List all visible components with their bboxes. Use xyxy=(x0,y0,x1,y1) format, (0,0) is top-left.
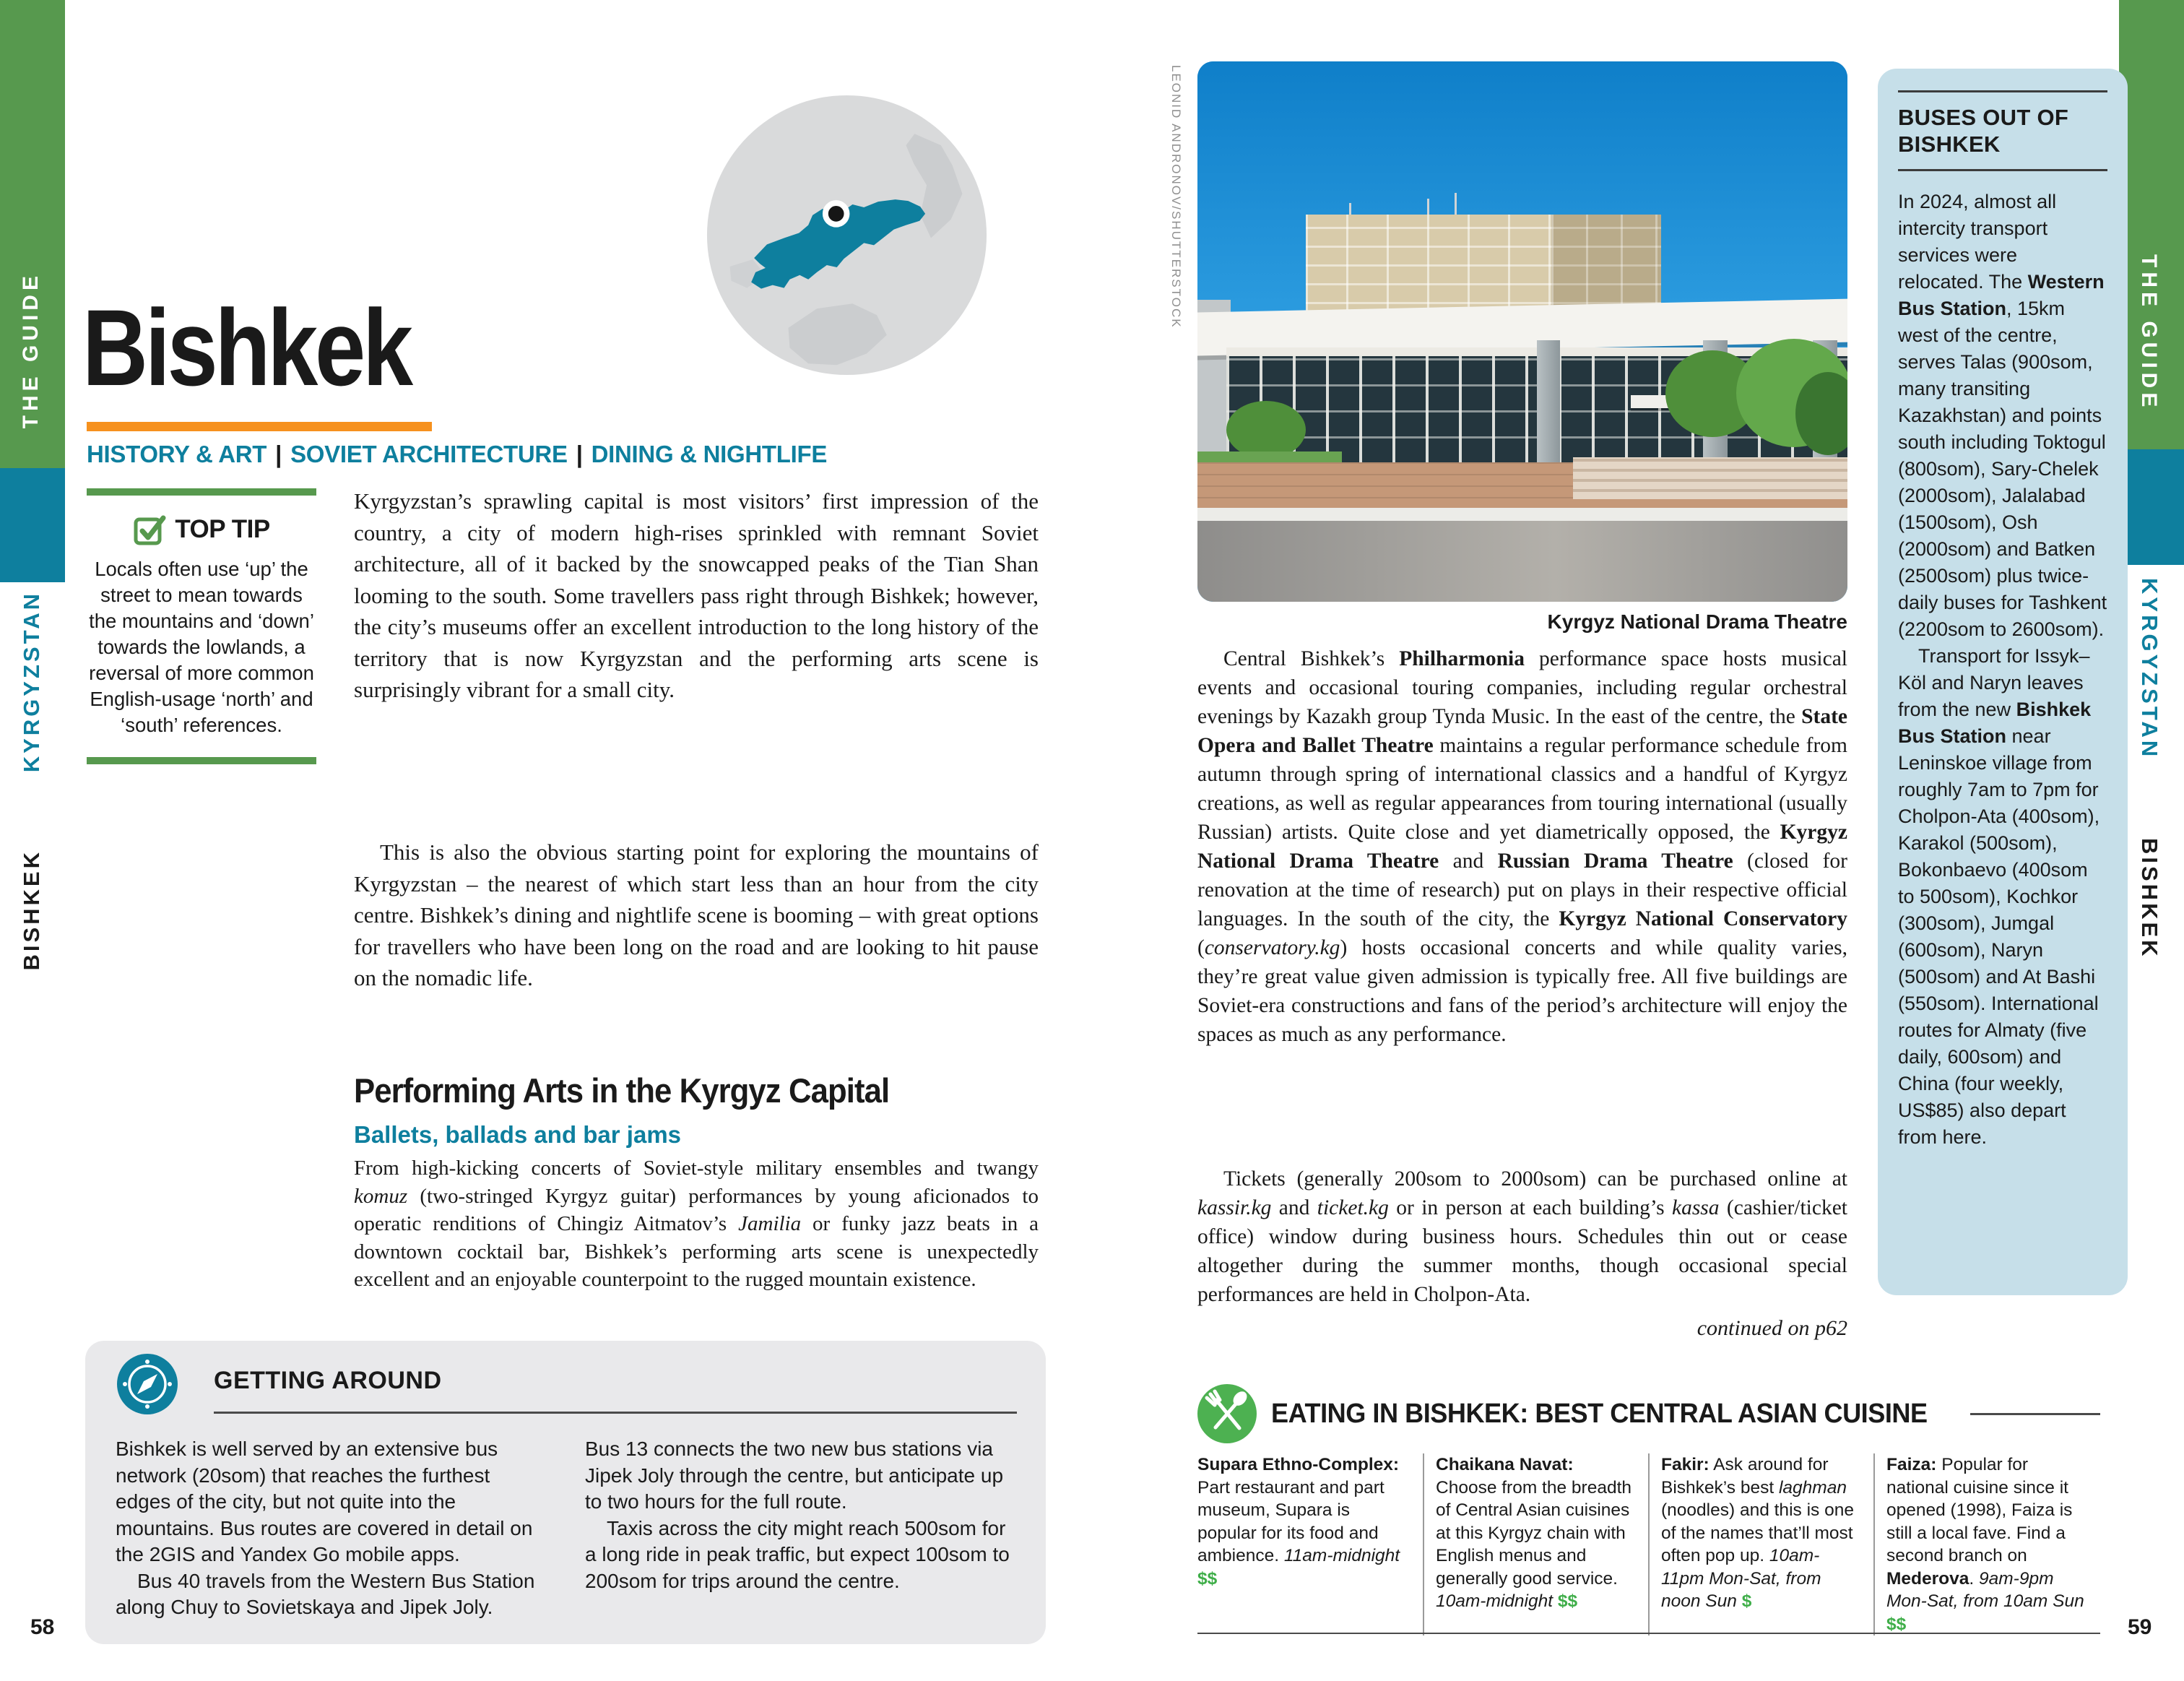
getting-around-col2-para1: Bus 13 connects the two new bus stations via Jipek Joly through the centre, but anticipate up to two hours for the full route. xyxy=(585,1438,1004,1513)
locator-map-graphic xyxy=(704,92,989,378)
getting-around-box xyxy=(85,1341,1046,1644)
buses-mid-rule xyxy=(1898,169,2107,171)
title-underline xyxy=(87,422,432,431)
top-tip-body: Locals often use ‘up’ the street to mean towards the mountains and ‘down’ towards the lowlands, a reversal of more common English-usage ‘north’ and ‘south’ references. xyxy=(89,558,314,736)
category-list xyxy=(87,441,827,468)
top-tip-bottom-bar xyxy=(87,757,316,764)
performing-arts-body: From high-kicking concerts of Soviet-style military ensembles and twangy komuz (two-stringed Kyrgyz guitar) performances by young aficionados to operatic renditions of Chingiz Aitmatov’s Jamilia or funky jazz beats in a downtown cocktail bar, Bishkek’s performing arts scene is unexpectedly excellent and an enjoyable counterpoint to the rugged mountain existence. xyxy=(354,1157,1039,1291)
buses-heading: BUSES OUT OF BISHKEK xyxy=(1898,105,2069,157)
photo-steps xyxy=(1573,457,1847,499)
getting-around-heading-rule xyxy=(214,1412,1017,1414)
right-edge-city-label: BISHKEK xyxy=(2137,838,2162,959)
category-dining-nightlife: DINING & NIGHTLIFE xyxy=(591,441,828,467)
eating-entry-chaikana-navat: Chaikana Navat: Choose from the breadth of Central Asian cuisines at this Kyrgyz chain with English menus and generally good service. 10am-midnight $$ xyxy=(1423,1453,1648,1635)
top-tip-heading: TOP TIP xyxy=(175,515,270,543)
getting-around-col2 xyxy=(585,1436,1017,1594)
continued-note xyxy=(1197,1316,1847,1341)
eating-header xyxy=(1197,1384,2100,1443)
page-title: Bishkek xyxy=(82,287,410,408)
left-edge-city-label: BISHKEK xyxy=(19,850,44,971)
right-edge-blue-tab xyxy=(2119,449,2184,565)
intro-paragraph-2: This is also the obvious starting point for exploring the mountains of Kyrgyzstan – the nearest of which start less than an hour from the city centre. Bishkek’s dining and nightlife scene is booming – with great options for travellers who have been long on the road and are looking to hit pause on the nomadic life. xyxy=(354,839,1039,990)
right-body-paragraph-2: Tickets (generally 200som to 2000som) can be purchased online at kassir.kg and ticket.kg or in person at each building’s kassa (cashier/ticket office) window during business hours. Schedules thin out or cease altogether during the summer months, though occasional special performances are held in Cholpon-Ata. xyxy=(1197,1167,1847,1306)
eating-bottom-rule xyxy=(1197,1633,2100,1634)
buses-box xyxy=(1878,69,2128,1295)
photo-credit: LEONID ANDRONOV/SHUTTERSTOCK xyxy=(1169,65,1183,329)
top-tip-header xyxy=(87,513,316,546)
map-bishkek-dot xyxy=(826,203,847,225)
category-soviet-architecture: SOVIET ARCHITECTURE xyxy=(290,441,568,467)
getting-around-col2-para2: Taxis across the city might reach 500som for a long ride in peak traffic, but expect 100som to 200som for trips around the centre. xyxy=(585,1516,1010,1592)
page-number-left: 58 xyxy=(30,1615,55,1639)
fork-spoon-icon xyxy=(1197,1384,1257,1443)
performing-arts-heading: Performing Arts in the Kyrgyz Capital xyxy=(354,1071,890,1110)
category-separator: | xyxy=(576,441,583,467)
checkbox-icon xyxy=(133,513,166,546)
locator-map xyxy=(704,92,989,378)
photo-tree xyxy=(1226,401,1306,459)
getting-around-heading: GETTING AROUND xyxy=(214,1367,442,1394)
buses-paragraph-1: In 2024, almost all intercity transport services were relocated. The Western Bus Station, 15km west of the centre, serves Talas (900som, many transiting Kazakhstan) and points south including Toktogul (800som), Sary-Chelek (2000som), Jalalabad (1500som), Osh (2000som) and Batken (2500som) plus twice-daily buses for Tashkent (2200som to 2600som). xyxy=(1898,191,2107,641)
right-body-paragraph-1: Central Bishkek’s Philharmonia performance space hosts musical events and occasional touring companies, including regular orchestral evenings by Kazakh group Tynda Music. In the east of the centre, the State Opera and Ballet Theatre maintains a regular performance schedule from autumn through spring of international classics and a handful of Kyrgyz creations, as well as regular appearances from touring international (usually Russian) artists. Quite close and yet diametrically opposed, the Kyrgyz National Drama Theatre and Russian Drama Theatre (closed for renovation at the time of research) put on plays in their respective official languages. In the south of the city, the Kyrgyz National Conservatory (conservatory.kg) hosts occasional concerts and while quality varies, they’re great value given admission is typically free. All five buildings are Soviet-era constructions and fans of the period’s architecture will enjoy the spaces as much as any performance. xyxy=(1197,647,1848,1046)
category-history-art: HISTORY & ART xyxy=(87,441,267,467)
buses-top-rule xyxy=(1898,90,2107,92)
photo-road xyxy=(1197,521,1847,602)
category-separator: | xyxy=(275,441,282,467)
left-edge-blue-tab xyxy=(0,468,65,582)
getting-around-col1-para1: Bishkek is well served by an extensive bus network (20som) that reaches the furthest edges of the city, but not quite into the mountains. Bus routes are covered in detail on the 2GIS and Yandex Go mobile apps. xyxy=(116,1438,533,1565)
intro-paragraph-1: Kyrgyzstan’s sprawling capital is most visitors’ first impression of the country, a city of modern high-rises sprinkled with remnant Soviet architecture, all of it backed by the snowcapped peaks of the Tian Shan looming to the south. Some travellers pass right through Bishkek; however, the city’s museums offer an excellent introduction to the long history of the territory that is now Kyrgyzstan and the performing arts scene is surprisingly vibrant for a small city. xyxy=(354,488,1039,702)
getting-around-col1 xyxy=(116,1436,547,1621)
buses-body xyxy=(1898,189,2107,1151)
drama-theatre-photo xyxy=(1197,61,1847,602)
buses-paragraph-2: Transport for Issyk–Köl and Naryn leaves from the new Bishkek Bus Station near Leninskoe village from roughly 7am to 7pm for Cholpon-Ata (400som), Karakol (500som), Bokonbaevo (400som to 500som), Kochkor (300som), Jumgal (600som), Naryn (500som) and At Bashi (550som). International routes for Almaty (five daily, 600som) and China (four weekly, US$85) also depart from here. xyxy=(1898,645,2100,1149)
eating-columns xyxy=(1197,1453,2100,1635)
eating-entry-supara: Supara Ethno-Complex: Part restaurant and part museum, Supara is popular for its food and ambience. 11am-midnight $$ xyxy=(1197,1455,1400,1589)
photo-antenna xyxy=(1427,199,1429,216)
page-number-right: 59 xyxy=(2128,1615,2152,1639)
getting-around-col1-para2: Bus 40 travels from the Western Bus Station along Chuy to Sovietskaya and Jipek Joly. xyxy=(116,1569,535,1618)
top-tip-box xyxy=(87,488,316,764)
right-edge-region-label: KYRGYZSTAN xyxy=(2137,578,2162,760)
left-edge-region-label: KYRGYZSTAN xyxy=(19,591,44,773)
photo-column xyxy=(1537,340,1560,470)
eating-heading-rule xyxy=(1970,1413,2100,1415)
eating-entry-faiza: Faiza: Popular for national cuisine since it opened (1998), Faiza is still a local fave. Find a second branch on Mederova. 9am-9pm Mon-Sat, from 10am Sun $$ xyxy=(1873,1453,2099,1635)
photo-curb xyxy=(1197,508,1847,522)
top-tip-top-bar xyxy=(87,488,316,496)
right-edge-guide-label: THE GUIDE xyxy=(2137,254,2161,412)
photo-caption: Kyrgyz National Drama Theatre xyxy=(1547,610,1847,633)
photo-antenna xyxy=(1455,193,1457,216)
continued-note-text: continued on p62 xyxy=(1696,1316,1847,1340)
eating-entry-fakir: Fakir: Ask around for Bishkek’s best laghman (noodles) and this is one of the names that’ll most often pop up. 10am-11pm Mon-Sat, from noon Sun $ xyxy=(1648,1453,1873,1635)
left-edge-guide-label: THE GUIDE xyxy=(19,272,43,429)
performing-arts-subheading: Ballets, ballads and bar jams xyxy=(354,1121,682,1148)
compass-icon xyxy=(117,1354,178,1418)
eating-heading: EATING IN BISHKEK: BEST CENTRAL ASIAN CUISINE xyxy=(1271,1398,1928,1429)
